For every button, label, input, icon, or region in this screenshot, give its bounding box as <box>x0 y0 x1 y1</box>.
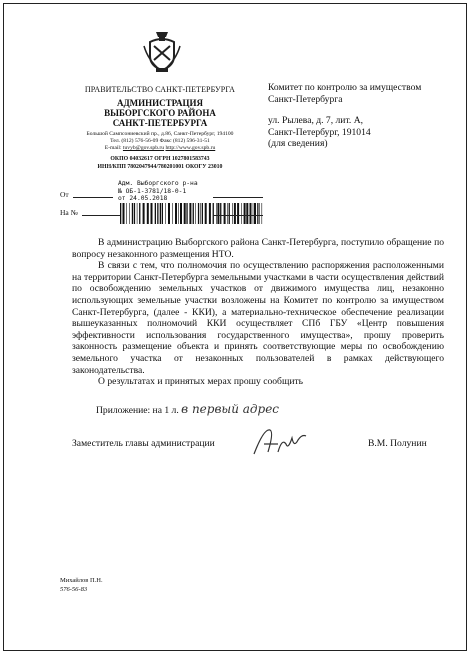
signer-position: Заместитель главы администрации <box>72 438 215 449</box>
from-label: От <box>60 190 69 199</box>
attachment-handwritten: в первый адрес <box>181 402 280 416</box>
phone-text: Тел. (812) 576-56-09 Факс (812) 596-31-51 <box>110 138 210 145</box>
stamp-line: от 24.05.2018 <box>118 195 168 203</box>
stamp-line: № ОБ-1-3781/18-0-1 <box>118 187 187 195</box>
okpo-text: ОКПО 04032617 ОГРН 1027801583743 <box>110 156 210 162</box>
admin-title-line: САНКТ-ПЕТЕРБУРГА <box>112 118 208 128</box>
site-link[interactable]: http://www.gov.spb.ru <box>165 145 216 152</box>
attachment-label: Приложение: на 1 л. <box>96 405 179 416</box>
email-label: E-mail: <box>104 145 122 152</box>
addressee-line: ул. Рылева, д. 7, лит. А, <box>268 115 364 126</box>
ref-date-line <box>213 215 263 216</box>
paragraph-request: О результатах и принятых мерах прошу сообщить <box>98 376 304 388</box>
government-title: ПРАВИТЕЛЬСТВО САНКТ-ПЕТЕРБУРГА <box>84 85 236 94</box>
paragraph-intro: В администрацию Выборгского района Санкт-Петербурга, поступило обращение по вопросу незаконного размещения НТО. <box>72 237 444 260</box>
addressee-block <box>268 82 421 150</box>
from-number-line <box>213 197 263 198</box>
address-text: Большой Сампсониевский пр., д.86, Санкт-Петербург, 194100 <box>86 131 234 137</box>
executor-name: Михайлов П.Н. <box>60 577 103 584</box>
addressee-line: (для сведения) <box>268 138 328 149</box>
ref-number-line <box>82 215 120 216</box>
codes-block <box>52 156 268 171</box>
paragraph-main: В связи с тем, что полномочия по осуществлению распоряжения расположенными на территории Санкт-Петербурга земельными участками в части осуществления действий по освобождению земельных участков от движимого имущества лиц, незаконно использующих земельные участки возложены на Комитет по контролю за имуществом Санкт-Петербурга, (далее - ККИ), а материально-техническое обеспечение реализации вышеуказанных полномочий ККИ осуществляет СПб ГБУ «Центр повышения эффективности использования государственного имущества», прошу проверить законность размещение объекта и принять соответствующие меры по освобождению земельного участка от незаконных пользователей в рамках действующего законодательства. <box>72 260 444 376</box>
signer-name: В.М. Полунин <box>368 438 427 449</box>
ref-number-label: На № <box>60 208 78 217</box>
letter-body <box>72 237 444 388</box>
addressee-line: Санкт-Петербург, 191014 <box>268 126 371 138</box>
admin-title-line: АДМИНИСТРАЦИЯ <box>116 98 204 108</box>
handwritten-signature-icon <box>250 424 312 460</box>
attachment-line <box>96 402 279 416</box>
inn-text: ИНН/КПП 7802047944/780201001 ОКОГУ 23010 <box>97 163 223 170</box>
barcode-icon <box>120 203 265 224</box>
executor-phone: 576-56-83 <box>60 586 88 593</box>
from-date-line <box>73 197 113 198</box>
email-line <box>52 145 268 152</box>
registration-stamp <box>118 180 198 203</box>
admin-title <box>60 98 260 128</box>
contacts-block <box>52 131 268 153</box>
addressee-line: Комитет по контролю за имуществом <box>268 82 422 93</box>
addressee-line: Санкт-Петербурга <box>268 93 343 105</box>
admin-title-line: ВЫБОРГСКОГО РАЙОНА <box>104 108 216 118</box>
coat-of-arms-icon <box>142 30 182 74</box>
stamp-line: Адм. Выборгского р-на <box>118 180 198 187</box>
email-link[interactable]: tuvyb@gov.spb.ru <box>122 145 165 152</box>
